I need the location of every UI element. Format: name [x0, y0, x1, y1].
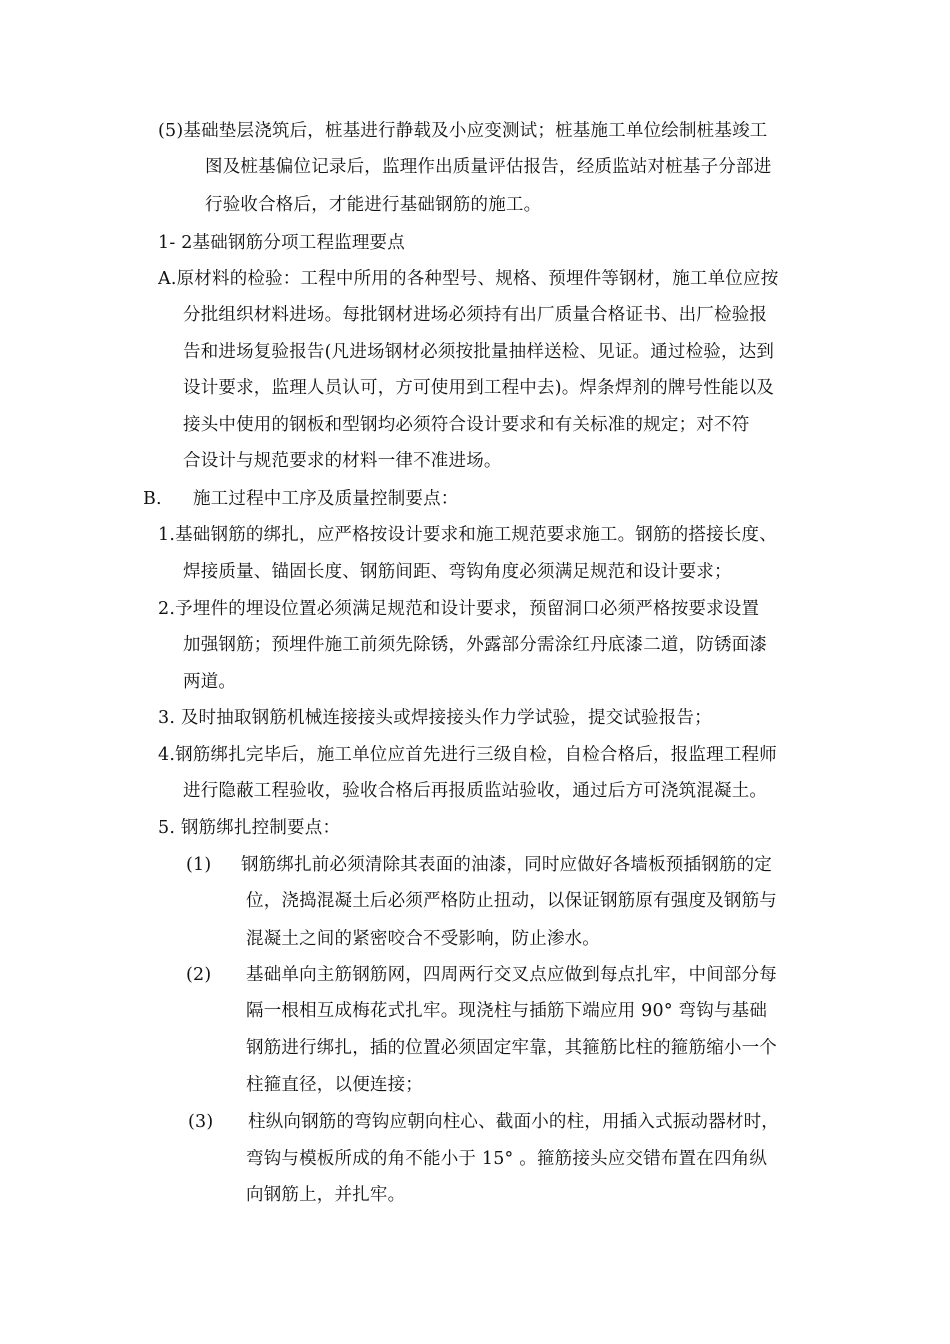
part-a-line-1: A.原材料的检验：工程中所用的各种型号、规格、预埋件等钢材，施工单位应按: [158, 269, 779, 289]
item-2-line-2: 加强钢筋；预埋件施工前须先除锈，外露部分需涂红丹底漆二道，防锈面漆: [183, 635, 768, 655]
sub-3-line-1: 柱纵向钢筋的弯钩应朝向柱心、截面小的柱，用插入式振动器材时，: [248, 1112, 779, 1132]
sub-2-line-4: 柱箍直径，以便连接；: [246, 1075, 423, 1095]
sub-3-label: (3): [188, 1112, 214, 1132]
part-a-line-2: 分批组织材料进场。每批钢材进场必须持有出厂质量合格证书、出厂检验报: [183, 305, 768, 325]
sub-1-line-2: 位，浇捣混凝土后必须严格防止扭动，以保证钢筋原有强度及钢筋与: [246, 891, 777, 911]
item-1-line-2: 焊接质量、锚固长度、钢筋间距、弯钩角度必须满足规范和设计要求；: [183, 562, 732, 582]
sub-2-label: (2): [186, 965, 212, 985]
item-3-line-1: 3. 及时抽取钢筋机械连接接头或焊接接头作力学试验，提交试验报告；: [158, 708, 712, 728]
sub-3-line-3: 向钢筋上，并扎牢。: [246, 1185, 406, 1205]
section-heading: 1- 2基础钢筋分项工程监理要点: [158, 233, 405, 253]
item-4-line-1: 4.钢筋绑扎完毕后，施工单位应首先进行三级自检，自检合格后，报监理工程师: [158, 745, 777, 765]
item-5-line-1: 5. 钢筋绑扎控制要点：: [158, 818, 341, 838]
part-b-label: B.: [143, 489, 162, 509]
sub-1-label: (1): [186, 855, 212, 875]
part-a-line-5: 接头中使用的钢板和型钢均必须符合设计要求和有关标准的规定；对不符: [183, 415, 750, 435]
part-b-heading: 施工过程中工序及质量控制要点：: [193, 489, 459, 509]
part-a-line-3: 告和进场复验报告(凡进场钢材必须按批量抽样送检、见证。通过检验，达到: [183, 342, 775, 362]
sub-2-line-2: 隔一根相互成梅花式扎牢。现浇柱与插筋下端应用 90° 弯钩与基础: [246, 1001, 768, 1021]
sub-2-line-3: 钢筋进行绑扎，插的位置必须固定牢靠，其箍筋比柱的箍筋缩小一个: [246, 1038, 777, 1058]
item-4-line-2: 进行隐蔽工程验收，验收合格后再报质监站验收，通过后方可浇筑混凝土。: [183, 781, 768, 801]
item-2-line-3: 两道。: [183, 672, 237, 692]
item-1-line-1: 1.基础钢筋的绑扎，应严格按设计要求和施工规范要求施工。钢筋的搭接长度、: [158, 525, 777, 545]
item-2-line-1: 2.予埋件的埋设位置必须满足规范和设计要求，预留洞口必须严格按要求设置: [158, 599, 760, 619]
paragraph-5-line-3: 行验收合格后，才能进行基础钢筋的施工。: [205, 195, 542, 215]
paragraph-5-line-2: 图及桩基偏位记录后，监理作出质量评估报告，经质监站对桩基子分部进: [205, 157, 772, 177]
sub-1-line-1: 钢筋绑扎前必须清除其表面的油漆，同时应做好各墙板预插钢筋的定: [241, 855, 772, 875]
part-a-line-4: 设计要求，监理人员认可，方可使用到工程中去)。焊条焊剂的牌号性能以及: [183, 378, 775, 398]
paragraph-5-line-1: (5)基础垫层浇筑后，桩基进行静载及小应变测试；桩基施工单位绘制桩基竣工: [158, 121, 768, 141]
sub-3-line-2: 弯钩与模板所成的角不能小于 15° 。箍筋接头应交错布置在四角纵: [246, 1149, 768, 1169]
sub-1-line-3: 混凝土之间的紧密咬合不受影响，防止渗水。: [246, 929, 600, 949]
part-a-line-6: 合设计与规范要求的材料一律不准进场。: [183, 451, 502, 471]
sub-2-line-1: 基础单向主筋钢筋网，四周两行交叉点应做到每点扎牢，中间部分每: [246, 965, 777, 985]
